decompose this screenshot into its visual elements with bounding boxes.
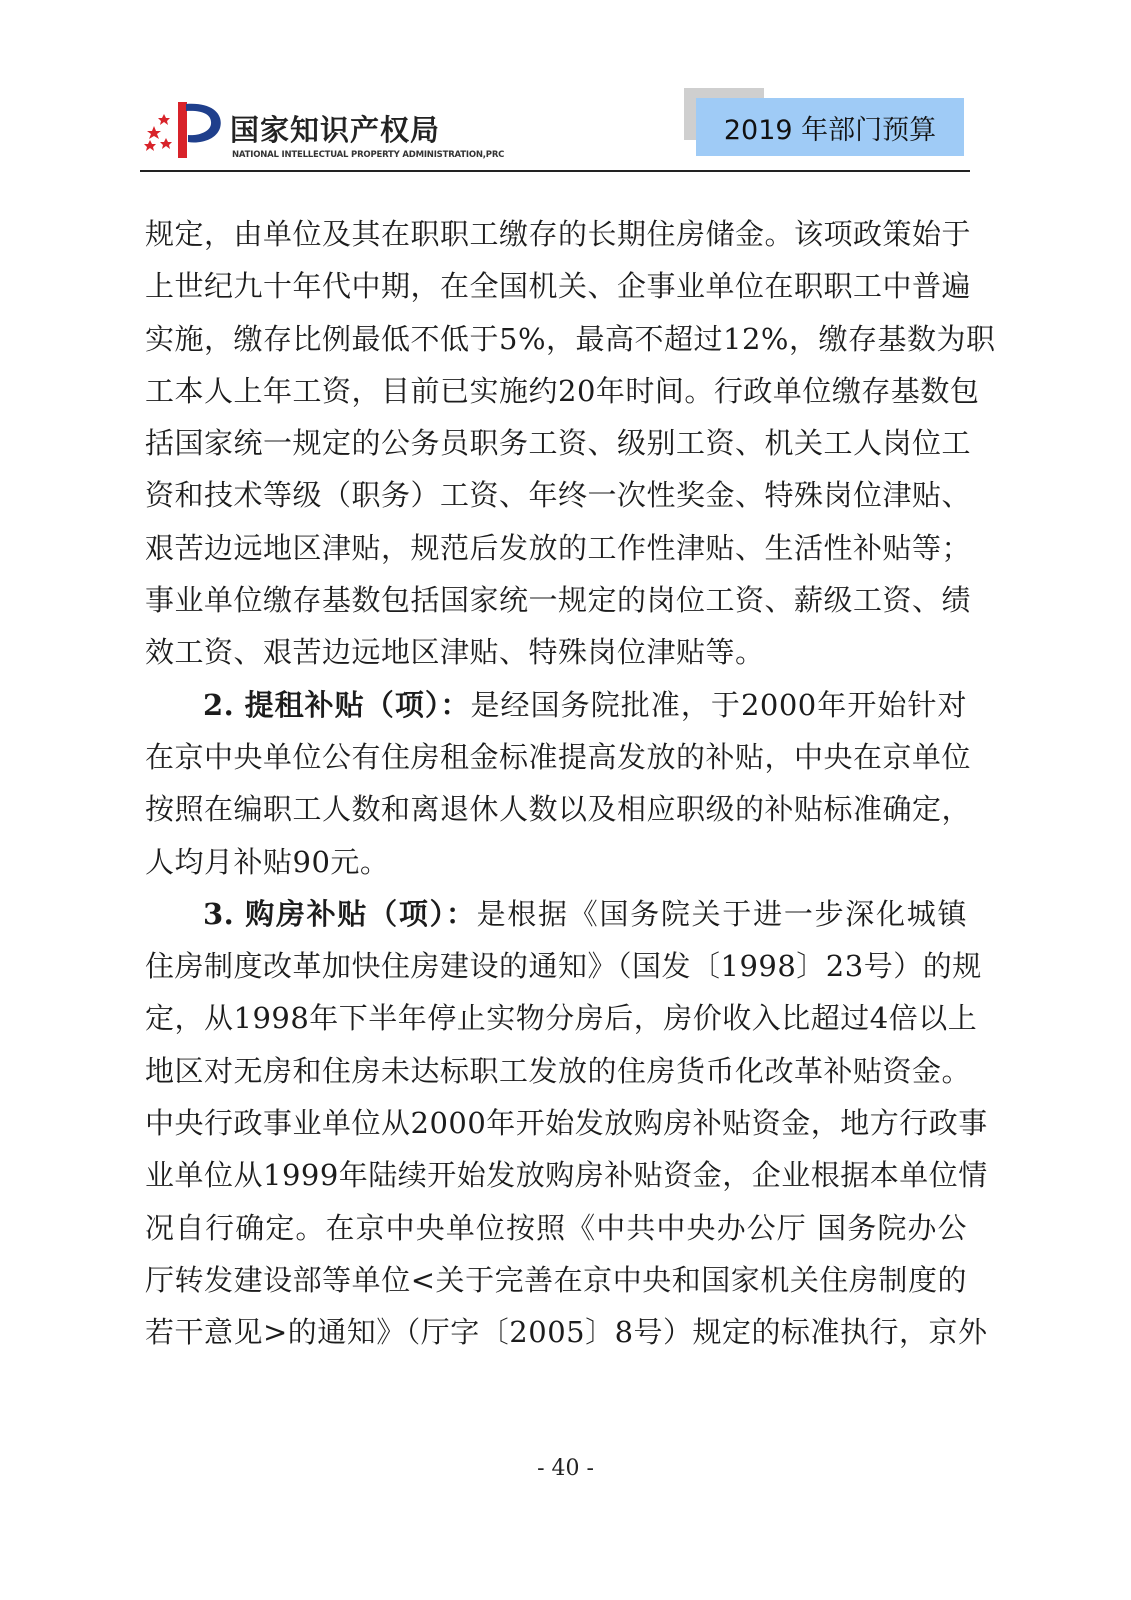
- org-name-cn: 国家知识产权局: [230, 113, 441, 147]
- text-line: 定，从1998年下半年停止实物分房后，房价收入比超过4倍以上: [145, 1001, 978, 1036]
- org-name-en: NATIONAL INTELLECTUAL PROPERTY ADMINISTRATION,PRC: [232, 150, 505, 160]
- page-header: [140, 88, 970, 172]
- text-line: 资和技术等级（职务）工资、年终一次性奖金、特殊岗位津贴、: [145, 478, 972, 513]
- text-line: 若干意见>的通知》（厅字〔2005〕8号）规定的标准执行，京外: [145, 1315, 988, 1350]
- text-line: 按照在编职工人数和离退休人数以及相应职级的补贴标准确定，: [145, 792, 972, 827]
- cnipa-emblem-icon: [140, 94, 230, 160]
- budget-badge: 2019 年部门预算: [696, 98, 964, 156]
- text-line: 实施，缴存比例最低不低于5%，最高不超过12%，缴存基数为职: [145, 321, 996, 356]
- text-line: 况自行确定。在京中央单位按照《中共中央办公厅 国务院办公: [145, 1210, 967, 1245]
- paragraph-1: [145, 208, 996, 679]
- text-line: 厅转发建设部等单位<关于完善在京中央和国家机关住房制度的: [145, 1262, 967, 1297]
- text-line: 规定，由单位及其在职职工缴存的长期住房储金。该项政策始于: [145, 217, 972, 251]
- page-number: - 40 -: [537, 1456, 594, 1481]
- text-line: 艰苦边远地区津贴，规范后发放的工作性津贴、生活性补贴等；: [145, 530, 972, 565]
- text-line: 人均月补贴90元。: [145, 844, 390, 879]
- paragraph-2-first-line: [145, 679, 967, 731]
- item-heading: 提租补贴（项）：: [244, 687, 471, 722]
- document-body: [145, 208, 996, 1359]
- text-line: 工本人上年工资，目前已实施约20年时间。行政单位缴存基数包: [145, 373, 980, 408]
- paragraph-2: [145, 679, 972, 888]
- text-line: 括国家统一规定的公务员职务工资、级别工资、机关工人岗位工: [145, 426, 972, 461]
- item-heading: 购房补贴（项）：: [245, 896, 477, 931]
- text-line: 上世纪九十年代中期，在全国机关、企事业单位在职职工中普遍: [145, 269, 972, 304]
- text-line: 事业单位缴存基数包括国家统一规定的岗位工资、薪级工资、绩: [145, 583, 972, 618]
- text-line: 效工资、艰苦边远地区津贴、特殊岗位津贴等。: [145, 635, 765, 670]
- item-number: 2.: [203, 687, 235, 722]
- item-number: 3.: [203, 896, 235, 931]
- text-run: 是经国务院批准，于2000年开始针对: [470, 687, 968, 722]
- text-line: 中央行政事业单位从2000年开始发放购房补贴资金，地方行政事: [145, 1106, 988, 1141]
- text-line: 地区对无房和住房未达标职工发放的住房货币化改革补贴资金。: [145, 1053, 972, 1088]
- text-line: 在京中央单位公有住房租金标准提高发放的补贴，中央在京单位: [145, 739, 972, 774]
- cnipa-logo: [140, 94, 540, 164]
- paragraph-3-first-line: [145, 888, 967, 940]
- text-run: 是根据《国务院关于进一步深化城镇: [476, 896, 967, 931]
- text-line: 住房制度改革加快住房建设的通知》（国发〔1998〕23号）的规: [145, 949, 982, 984]
- text-line: 业单位从1999年陆续开始发放购房补贴资金，企业根据本单位情: [145, 1158, 988, 1193]
- paragraph-3: [145, 888, 988, 1359]
- header-divider: [140, 170, 970, 172]
